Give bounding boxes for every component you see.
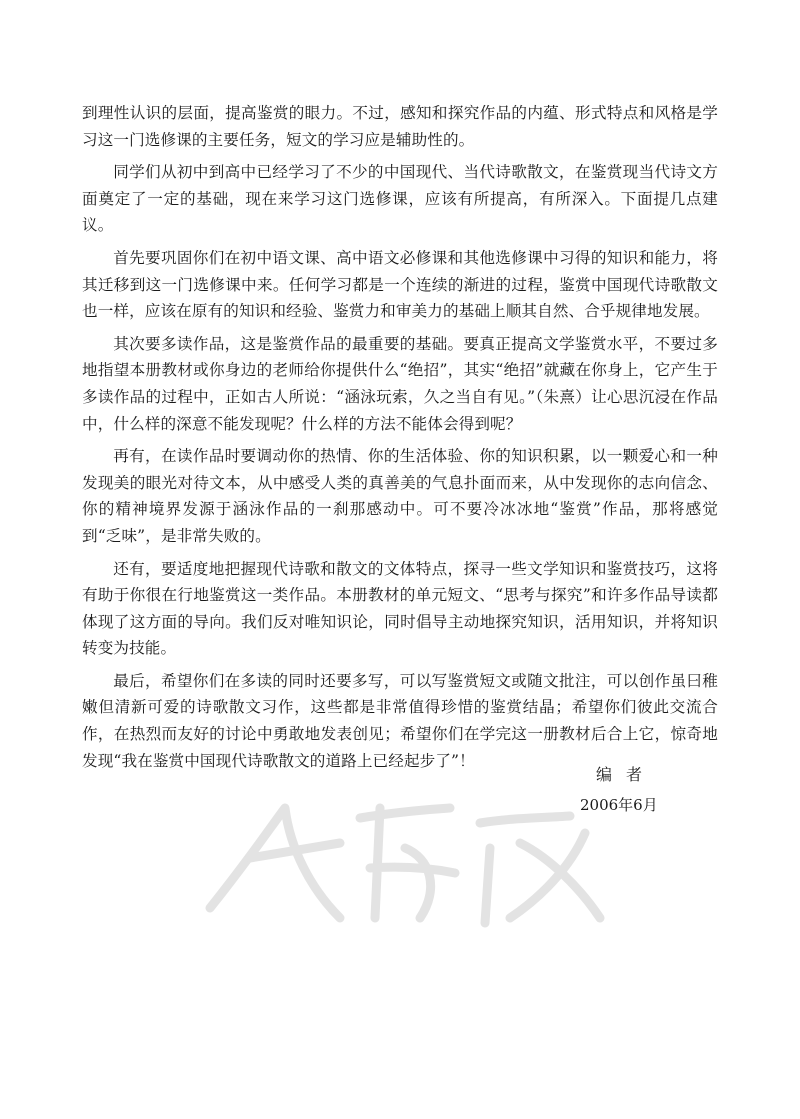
signature-block	[580, 762, 700, 818]
preface-body	[82, 100, 718, 774]
editor-signature: 编者	[596, 765, 657, 784]
paragraph-2: 同学们从初中到高中已经学习了不少的中国现代、当代诗歌散文，在鉴赏现当代诗文方面奠定了一定的基础，现在来学习这门选修课，应该有所提高，有所深入。下面提几点建议。	[82, 163, 718, 235]
signature-date: 2006年6月	[580, 796, 658, 814]
paragraph-7: 最后，希望你们在多读的同时还要多写，可以写鉴赏短文或随文批注，可以创作虽曰稚嫩但清新可爱的诗歌散文习作，这些都是非常值得珍惜的鉴赏结晶；希望你们彼此交流合作，在热烈而友好的讨论中勇敢地发表创见；希望你们在学完这一册教材后合上它，惊奇地发现“我在鉴赏中国现代诗歌散文的道路上已经起步了”！	[82, 671, 718, 770]
paragraph-4: 其次要多读作品，这是鉴赏作品的最重要的基础。要真正提高文学鉴赏水平，不要过多地指望本册教材或你身边的老师给你提供什么“绝招”，其实“绝招”就藏在你身上，它产生于多读作品的过程中，正如古人所说：“涵泳玩索，久之当自有见。”（朱熹）让心思沉浸在作品中，什么样的深意不能发现呢？什么样的方法不能体会得到呢？	[82, 334, 718, 433]
paragraph-5: 再有，在读作品时要调动你的热情、你的生活体验、你的知识积累，以一颗爱心和一种发现美的眼光对待文本，从中感受人类的真善美的气息扑面而来，从中发现你的志向信念、你的精神境界发源于涵泳作品的一刹那感动中。可不要冷冰冰地“鉴赏”作品，那将感觉到“乏味”，是非常失败的。	[82, 447, 718, 545]
paragraph-3: 首先要巩固你们在初中语文课、高中语文必修课和其他选修课中习得的知识和能力，将其迁移到这一门选修课中来。任何学习都是一个连续的渐进的过程，鉴赏中国现代诗歌散文也一样，应该在原有的知识和经验、鉴赏力和审美力的基础上顺其自然、合乎规律地发展。	[82, 248, 718, 321]
paragraph-6: 还有，要适度地把握现代诗歌和散文的文体特点，探寻一些文学知识和鉴赏技巧，这将有助于你很在行地鉴赏这一类作品。本册教材的单元短文、“思考与探究”和许多作品导读都体现了这方面的导向。我们反对唯知识论，同时倡导主动地探究知识，活用知识，并将知识转变为技能。	[82, 559, 718, 658]
paragraph-1: 到理性认识的层面，提高鉴赏的眼力。不过，感知和探究作品的内蕴、形式特点和风格是学习这一门选修课的主要任务，短文的学习应是辅助性的。	[82, 104, 718, 149]
publisher-watermark	[190, 788, 620, 938]
